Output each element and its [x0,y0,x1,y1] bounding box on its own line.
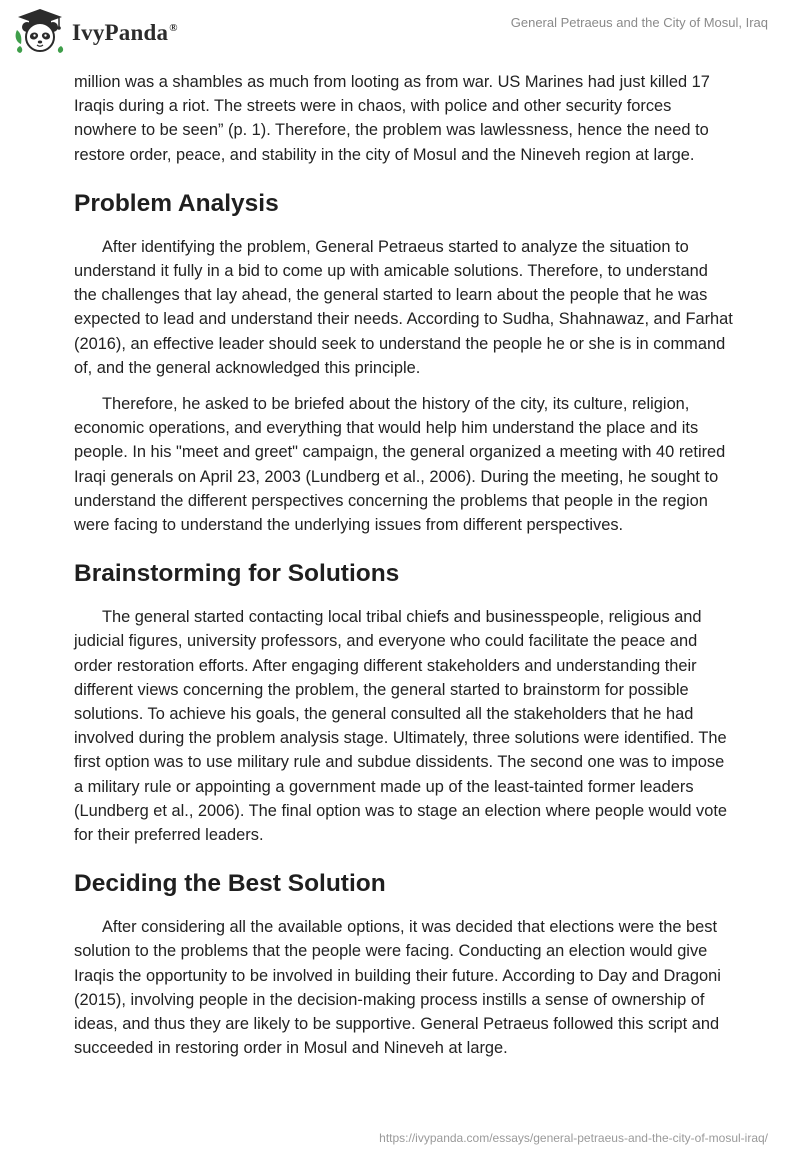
paragraph: The general started contacting local tribal chiefs and businesspeople, religious and judicial figures, university professors, and everyone who could facilitate the peace and order restoration efforts. After engaging different stakeholders and understanding their different views concerning the problem, the general started to brainstorm for possible solutions. To achieve his goals, the general consulted all the stakeholders that he had involved during the problem analysis stage. Ultimately, three solutions were identified. The first option was to use military rule and subdue dissidents. The second one was to impose a military rule or appointing a government made up of the least-tainted former leaders (Lundberg et al., 2006). The final option was to stage an election where people would vote for their preferred leaders. [74,608,728,845]
section-heading-brainstorming: Brainstorming for Solutions [74,560,400,588]
ivypanda-logo[interactable] [14,8,178,54]
paragraph: Therefore, he asked to be briefed about the history of the city, its culture, religion, economic operations, and everything that would help him understand the place and its people. In his "meet and greet" campaign, the general organized a meeting with 40 retired Iraqi generals on April 23, 2003 (Lundberg et al., 2006). During the meeting, he sought to understand the different perspectives concerning the problems that people in the region were facing to understand the underlying issues from different perspectives. [74,395,726,535]
section-heading-problem-analysis: Problem Analysis [74,189,279,217]
source-url-link[interactable]: https://ivypanda.com/essays/general-petraeus-and-the-city-of-mosul-iraq/ [379,1131,768,1145]
panda-graduate-icon [14,8,66,54]
page-header [0,0,800,70]
brand-name: IvyPanda® [72,20,178,45]
document-title: General Petraeus and the City of Mosul, Iraq [510,15,768,30]
paragraph: After considering all the available options, it was decided that elections were the best solution to the problems that the people were facing. Conducting an election would give Iraqis the opportunity to be involved in building their future. According to Day and Dragoni (2015), involving people in the decision-making process instills a sense of ownership of ideas, and thus they are likely to be supportive. General Petraeus followed this script and succeeded in restoring order in Mosul and Nineveh at large. [74,918,721,1058]
section-heading-deciding-solution: Deciding the Best Solution [74,870,386,898]
intro-paragraph: million was a shambles as much from looting as from war. US Marines had just killed 17 Iraqis during a riot. The streets were in chaos, with police and other security forces nowhere to be seen” (p. 1). Therefore, the problem was lawlessness, hence the need to restore order, peace, and stability in the city of Mosul and the Nineveh region at large. [74,73,710,164]
essay-body [74,70,734,1073]
paragraph: After identifying the problem, General Petraeus started to analyze the situation to understand it fully in a bid to come up with amicable solutions. Therefore, to understand the challenges that lay ahead, the general started to learn about the people that he was expected to lead and understand their needs. According to Sudha, Shahnawaz, and Farhat (2016), an effective leader should seek to understand the people he or she is in command of, and the general acknowledged this principle. [74,237,733,377]
